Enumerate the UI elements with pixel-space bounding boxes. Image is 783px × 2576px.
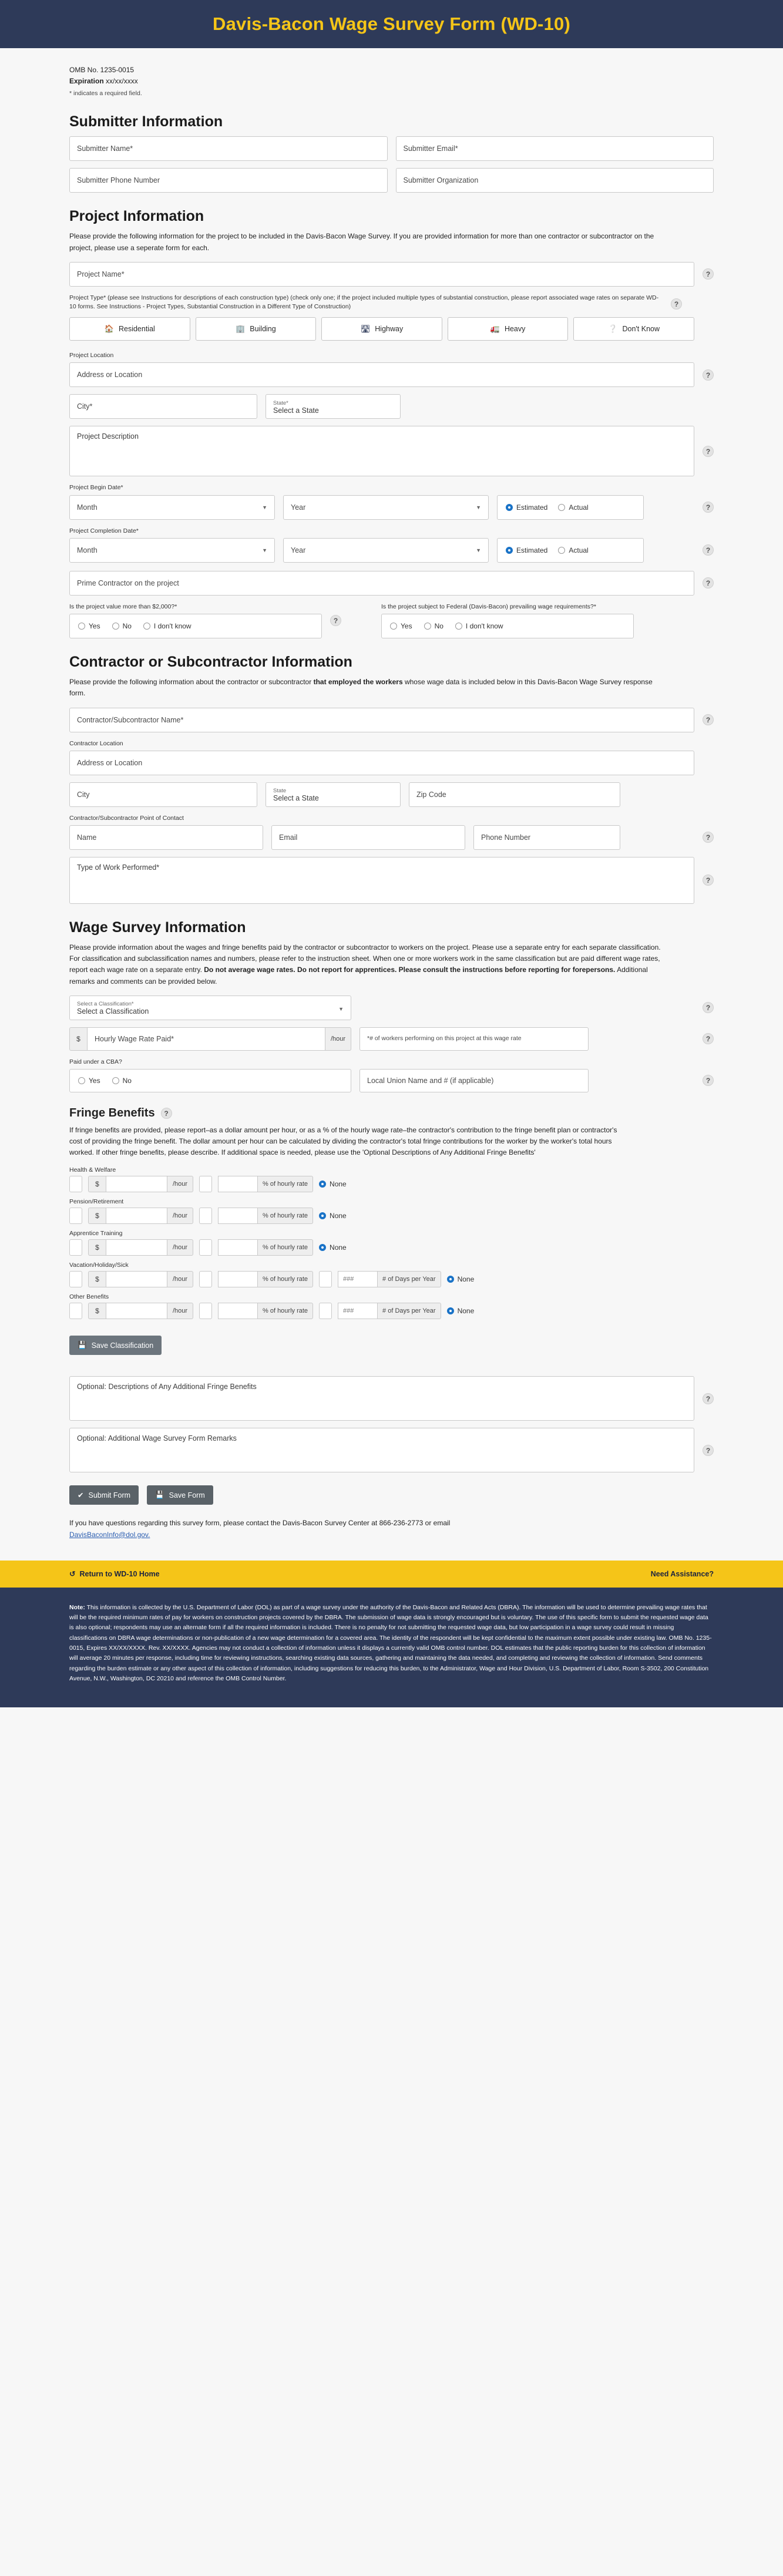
page-title: Davis-Bacon Wage Survey Form (WD-10) [213, 14, 570, 34]
project-type-building-label: Building [250, 325, 276, 334]
contractor-lead [69, 677, 663, 699]
project-completion-est-actual [497, 538, 644, 563]
project-completion-label: Project Completion Date* [69, 527, 139, 534]
fringe-row-3-none[interactable] [447, 1275, 475, 1283]
wage-classification-value: Select a Classification [77, 1007, 149, 1016]
omb-block [69, 65, 714, 98]
contractor-heading: Contractor or Subcontractor Information [69, 654, 352, 671]
cba-row [69, 1069, 714, 1092]
wage-workers-placeholder: *# of workers performing on this project at this wage rate [367, 1034, 522, 1042]
project-type-building[interactable] [196, 317, 317, 341]
radio-dot [112, 1077, 119, 1084]
contact-text: If you have questions regarding this survey form, please contact the Davis-Bacon Survey Center at 866-236-2773 or email [69, 1519, 451, 1528]
fringe-row-2-dollar-group [88, 1239, 193, 1256]
contractor-poc-phone-input[interactable] [473, 825, 620, 850]
save-icon: 💾 [155, 1491, 164, 1499]
project-begin-estimated-label: Estimated [516, 503, 548, 512]
dollar-icon: $ [88, 1176, 106, 1192]
submitter-organization-input[interactable] [396, 168, 714, 193]
fringe-row-2-dollar-input[interactable] [106, 1239, 167, 1256]
dollar-icon: $ [88, 1271, 106, 1287]
fringe-row-4-pct-group [218, 1303, 313, 1319]
dollar-icon: $ [69, 1027, 87, 1051]
question-icon: ❔ [608, 324, 618, 334]
contractor-address-placeholder: Address or Location [77, 758, 143, 767]
contractor-zip-input[interactable] [409, 782, 620, 807]
radio-dot [319, 1181, 326, 1188]
contractor-poc-phone-placeholder: Phone Number [481, 833, 531, 842]
prime-contractor-row [69, 571, 714, 596]
contractor-name-input[interactable] [69, 708, 694, 732]
fringe-row-3-pct-group [218, 1271, 313, 1287]
fringe-row-4-days-checkbox[interactable] [319, 1303, 332, 1319]
optional-fringe-placeholder: Optional: Descriptions of Any Additional Fringe Benefits [77, 1383, 257, 1391]
fringe-row-2-none-label: None [330, 1243, 347, 1252]
cba-yes[interactable] [78, 1077, 100, 1085]
submitter-name-input[interactable] [69, 136, 388, 161]
contractor-poc-row [69, 825, 714, 850]
project-type-row [69, 317, 714, 344]
project-begin-actual-radio[interactable] [558, 503, 588, 512]
fringe-row-4-perhour-suffix: /hour [167, 1303, 193, 1319]
project-type-label-row [69, 294, 714, 314]
wage-rate-input[interactable] [87, 1027, 325, 1051]
radio-dot [319, 1244, 326, 1251]
project-address-input[interactable] [69, 362, 694, 387]
optional-fringe-row [69, 1376, 714, 1421]
help-icon-union[interactable]: ? [703, 1075, 714, 1086]
fringe-row-4-dollar-group [88, 1303, 193, 1319]
fringe-heading: Fringe Benefits [69, 1106, 155, 1119]
help-icon-project-location[interactable]: ? [703, 369, 714, 381]
fringe-row-4 [69, 1303, 714, 1319]
help-icon-project-value[interactable]: ? [330, 615, 341, 626]
contractor-state-mini-label: State [273, 788, 287, 795]
fringe-row-0-pct-input[interactable] [218, 1176, 258, 1192]
radio-dot [447, 1307, 454, 1314]
help-icon-contractor-work[interactable]: ? [703, 875, 714, 886]
omb-expiration-label: Expiration [69, 76, 104, 85]
submitter-heading: Submitter Information [69, 113, 223, 130]
radio-dot [143, 623, 150, 630]
union-name-placeholder: Local Union Name and # (if applicable) [367, 1076, 494, 1085]
optional-fringe-textarea[interactable] [69, 1376, 694, 1421]
project-type-dontknow[interactable] [573, 317, 694, 341]
fringe-row-3-pct-checkbox[interactable] [199, 1271, 212, 1287]
help-icon-contractor-name[interactable]: ? [703, 714, 714, 725]
help-icon-project-begin[interactable]: ? [703, 502, 714, 513]
fringe-row-2-pct-checkbox[interactable] [199, 1239, 212, 1256]
dollar-icon: $ [88, 1303, 106, 1319]
project-type-heavy-label: Heavy [504, 325, 526, 334]
wage-lead-2: Additional remarks and comments can be provided below. [69, 966, 648, 986]
fringe-row-2 [69, 1239, 714, 1256]
cba-no[interactable] [112, 1077, 132, 1085]
project-federal-dontknow-label: I don't know [465, 622, 503, 631]
contractor-name-placeholder: Contractor/Subcontractor Name* [77, 715, 184, 724]
submitter-name-placeholder: Submitter Name* [77, 144, 133, 153]
contractor-poc-name-input[interactable] [69, 825, 263, 850]
project-federal-yes[interactable] [390, 622, 412, 630]
radio-dot [506, 547, 513, 554]
submitter-email-input[interactable] [396, 136, 714, 161]
project-state-select[interactable] [266, 394, 401, 419]
contractor-city-placeholder: City [77, 790, 90, 799]
return-home-link[interactable] [69, 1569, 160, 1578]
contractor-city-input[interactable] [69, 782, 257, 807]
fringe-row-3-days-group [338, 1271, 441, 1287]
help-icon-wage-rate[interactable]: ? [703, 1033, 714, 1044]
fringe-row-3-days-suffix: # of Days per Year [378, 1271, 441, 1287]
radio-dot [506, 504, 513, 511]
project-city-input[interactable] [69, 394, 257, 419]
prime-contractor-input[interactable] [69, 571, 694, 596]
project-federal-dontknow[interactable] [455, 622, 503, 630]
help-icon-prime-contractor[interactable]: ? [703, 577, 714, 588]
project-federal-question-label: Is the project subject to Federal (Davis-Bacon) prevailing wage requirements?* [381, 603, 596, 610]
help-icon-project-completion[interactable]: ? [703, 544, 714, 556]
contractor-address-row [69, 751, 714, 775]
project-description-placeholder: Project Description [77, 432, 139, 441]
project-completion-row [69, 538, 714, 563]
fringe-row-1-dollar-input[interactable] [106, 1208, 167, 1224]
project-value-no-label: No [122, 622, 132, 631]
legal-body: This information is collected by the U.S. Department of Labor (DOL) as part of a wage survey under the authority of the Davis-Bacon and Related Acts (DBRA). The information will be used to determine prevailing wage rates that will be the required minimum rates of pay for workers on construction projects covered by the DBRA. The submission of wage data is strongly encouraged but is voluntary. The use of this specific form to submit the requested wage data is also optional; respondents may use an alternate form if all the required information is included. There is no penalty for not submitting the requested wage data, but low participation in a wage survey could result in missing classifications on DBRA wage determinations or non-publication of a new wage determination for a covered area. The identity of the respondent will be kept confidential to the maximum extent possible under existing law. OMB No. 1235-0015, Expires XX/XX/XXXX. Rev. XX/XXXX. Agencies may not conduct a collection of information unless it displays a currently valid OMB control number. DOL estimates that the public reporting burden for this collection of information will average 20 minutes per response, including time for reviewing instructions, searching existing data sources, gathering and maintaining the data needed, and completing and reviewing the collection of information. Send comments regarding the burden estimate or any other aspect of this collection of information, including suggestions for reducing this burden, to the Administrator, Wage and Hour Division, U.S. Department of Labor, Room S-3502, 200 Constitution Avenue, N.W., Washington, DC 20210 and reference the OMB Control Number. [69, 1603, 712, 1683]
fringe-row-0 [69, 1176, 714, 1192]
fringe-row-3 [69, 1271, 714, 1287]
return-home-label: Return to WD-10 Home [79, 1569, 160, 1578]
project-type-highway-label: Highway [375, 325, 404, 334]
fringe-row-3-days-input[interactable]: ### [338, 1271, 378, 1287]
submit-form-label: Submit Form [88, 1491, 131, 1499]
contractor-work-textarea[interactable] [69, 857, 694, 904]
project-address-placeholder: Address or Location [77, 371, 143, 379]
save-form-label: Save Form [169, 1491, 205, 1499]
dollar-icon: $ [88, 1239, 106, 1256]
fringe-row-1-none-label: None [330, 1212, 347, 1220]
help-icon-project-type[interactable]: ? [671, 298, 682, 310]
help-icon-optional-remarks[interactable]: ? [703, 1445, 714, 1456]
home-icon: 🏠 [104, 324, 114, 334]
chevron-down-icon: ▼ [338, 1005, 344, 1012]
project-location-label: Project Location [69, 352, 114, 359]
fringe-row-0-pct-checkbox[interactable] [199, 1176, 212, 1192]
project-type-label: Project Type* (please see Instructions for descriptions of each construction type) (check only one; if the project included multiple types of substantial construction, please report associated wage rates on separate WD-10 forms. See Instructions - Project Types, Substantial Construction in a Different Type of Construction) [69, 294, 659, 311]
contractor-lead-b: that employed the workers [313, 678, 403, 687]
contractor-name-row [69, 708, 714, 732]
fringe-row-0-pct-suffix: % of hourly rate [258, 1176, 313, 1192]
save-form-button[interactable] [147, 1485, 213, 1505]
project-state-mini-label: State* [273, 399, 288, 406]
project-type-buttons [69, 317, 694, 341]
project-value-dontknow[interactable] [143, 622, 191, 630]
fringe-row-1-pct-checkbox[interactable] [199, 1208, 212, 1224]
cba-yes-label: Yes [89, 1076, 100, 1085]
help-icon-contractor-poc[interactable]: ? [703, 832, 714, 843]
bottom-gold-bar [0, 1561, 783, 1588]
fringe-row-1-pct-group [218, 1208, 313, 1224]
cba-label: Paid under a CBA? [69, 1058, 122, 1065]
fringe-row-4-none[interactable] [447, 1307, 475, 1315]
fringe-row-1-dollar-group [88, 1208, 193, 1224]
fringe-row-2-pct-suffix: % of hourly rate [258, 1239, 313, 1256]
project-type-dontknow-label: Don't Know [622, 325, 660, 334]
chevron-down-icon: ▼ [476, 547, 481, 553]
fringe-row-1-dollar-checkbox[interactable] [69, 1208, 82, 1224]
fringe-row-0-dollar-checkbox[interactable] [69, 1176, 82, 1192]
union-name-input[interactable] [359, 1069, 589, 1092]
submitter-row-2 [69, 168, 714, 193]
project-begin-row [69, 495, 714, 520]
project-begin-month-value: Month [77, 503, 98, 512]
fringe-row-3-dollar-checkbox[interactable] [69, 1271, 82, 1287]
fringe-row-4-dollar-input[interactable] [106, 1303, 167, 1319]
legal-footer [0, 1588, 783, 1708]
project-value-yes[interactable] [78, 622, 100, 630]
project-begin-est-actual [497, 495, 644, 520]
project-completion-actual-label: Actual [569, 546, 589, 554]
project-lead: Please provide the following information for the project to be included in the Davis-Bacon Wage Survey. If you are provided information for more than one contractor or subcontractor on the project, please use a seperate form for each. [69, 232, 654, 252]
project-address-row [69, 362, 714, 387]
fringe-row-2-pct-input[interactable] [218, 1239, 258, 1256]
fringe-row-3-perhour-suffix: /hour [167, 1271, 193, 1287]
fringe-row-4-days-group [338, 1303, 441, 1319]
fringe-row-4-pct-input[interactable] [218, 1303, 258, 1319]
omb-number: OMB No. 1235-0015 [69, 66, 135, 74]
project-name-row [69, 262, 714, 287]
project-federal-no[interactable] [424, 622, 443, 630]
fringe-row-0-perhour-suffix: /hour [167, 1176, 193, 1192]
radio-dot [112, 623, 119, 630]
project-questions-row [69, 603, 714, 638]
need-assistance-link[interactable] [651, 1570, 714, 1578]
contractor-poc-email-input[interactable] [271, 825, 465, 850]
optional-remarks-row [69, 1428, 714, 1472]
building-icon: 🏢 [236, 324, 246, 334]
radio-dot [78, 623, 85, 630]
contractor-address-input[interactable] [69, 751, 694, 775]
save-classification-button[interactable] [69, 1336, 162, 1355]
fringe-row-4-pct-suffix: % of hourly rate [258, 1303, 313, 1319]
form-actions [69, 1485, 714, 1505]
fringe-row-1-pct-input[interactable] [218, 1208, 258, 1224]
wage-classification-select[interactable] [69, 996, 351, 1020]
fringe-row-2-pct-group [218, 1239, 313, 1256]
project-value-question-label: Is the project value more than $2,000?* [69, 603, 177, 610]
project-begin-year-value: Year [291, 503, 306, 512]
wage-classification-row [69, 996, 714, 1020]
fringe-row-2-label: Apprentice Training [69, 1230, 123, 1237]
wage-heading: Wage Survey Information [69, 919, 246, 936]
project-type-heavy[interactable] [448, 317, 569, 341]
radio-dot [78, 1077, 85, 1084]
omb-expiration [69, 76, 714, 87]
wage-rate-suffix: /hour [325, 1027, 351, 1051]
fringe-row-4-days-input[interactable]: ### [338, 1303, 378, 1319]
project-begin-estimated-radio[interactable] [506, 503, 547, 512]
fringe-row-1-label: Pension/Retirement [69, 1198, 124, 1206]
refresh-icon: ↺ [69, 1570, 76, 1579]
fringe-row-3-none-label: None [457, 1275, 475, 1284]
fringe-row-2-dollar-checkbox[interactable] [69, 1239, 82, 1256]
dollar-icon: $ [88, 1208, 106, 1224]
wage-lead-1: Please provide information about the wages and fringe benefits paid by the contractor or subcontractor to workers on the project. Please use a separate entry for each separate classification. For classification and subclassification names and numbers, please refer to the instruction sheet. When one or more workers work in the same classification but are paid different wage rates, report each wage rate on a separate entry. [69, 943, 661, 974]
contractor-lead-a: Please provide the following information about the contractor or subcontractor [69, 678, 314, 687]
cba-no-label: No [122, 1076, 132, 1085]
heavy-icon: 🚛 [490, 324, 500, 334]
help-icon-project-description[interactable]: ? [703, 446, 714, 457]
radio-dot [390, 623, 397, 630]
project-begin-label: Project Begin Date* [69, 484, 123, 492]
prime-contractor-placeholder: Prime Contractor on the project [77, 579, 179, 587]
project-type-residential[interactable] [69, 317, 190, 341]
save-icon: 💾 [78, 1341, 87, 1350]
contractor-state-select[interactable] [266, 782, 401, 807]
project-state-value: Select a State [273, 406, 319, 415]
optional-remarks-textarea[interactable] [69, 1428, 694, 1472]
fringe-row-4-label: Other Benefits [69, 1293, 109, 1301]
fringe-lead: If fringe benefits are provided, please report–as a dollar amount per hour, or as a % of the hourly wage rate–the contractor's contribution to the fringe benefit plan or contractor's cost of providing the fringe benefit. The dollar amount per hour can be calculated by dividing the contractor's total fringe contributions for the worker by the worker's total hours worked. If other fringe benefits, please describe. If additional space is needed, please use the 'Optional Descriptions of Any Additional Fringe Benefits' [69, 1125, 617, 1157]
fringe-row-3-pct-suffix: % of hourly rate [258, 1271, 313, 1287]
fringe-heading-row [69, 1107, 714, 1120]
wage-workers-input[interactable] [359, 1027, 589, 1051]
contact-email-link[interactable]: DavisBaconInfo@dol.gov. [69, 1530, 150, 1539]
project-value-dontknow-label: I don't know [153, 622, 191, 631]
contractor-lead-c: whose wage data is included below in this Davis-Bacon Wage Survey response form. [69, 678, 653, 698]
chevron-down-icon: ▼ [262, 547, 267, 553]
project-completion-year-value: Year [291, 546, 306, 554]
form-content [0, 48, 783, 1541]
wage-rate-placeholder: Hourly Wage Rate Paid* [95, 1034, 174, 1043]
contractor-poc-label: Contractor/Subcontractor Point of Contact [69, 814, 184, 822]
fringe-row-0-none[interactable] [319, 1180, 347, 1188]
fringe-row-0-label: Health & Welfare [69, 1166, 116, 1174]
cba-radios [69, 1069, 351, 1092]
need-assistance-label: Need Assistance? [650, 1569, 714, 1578]
optional-remarks-placeholder: Optional: Additional Wage Survey Form Remarks [77, 1434, 237, 1443]
contractor-city-state-zip-row [69, 782, 714, 807]
project-federal-no-label: No [434, 622, 443, 631]
project-completion-actual-radio[interactable] [558, 546, 588, 554]
contractor-zip-placeholder: Zip Code [416, 790, 446, 799]
help-icon-fringe[interactable]: ? [161, 1108, 172, 1119]
contractor-work-placeholder: Type of Work Performed* [77, 863, 160, 872]
contractor-poc-email-placeholder: Email [279, 833, 298, 842]
required-note: * indicates a required field. [69, 90, 142, 97]
submitter-row-1 [69, 136, 714, 161]
contractor-poc-name-placeholder: Name [77, 833, 97, 842]
fringe-row-0-none-label: None [330, 1180, 347, 1189]
project-completion-year-select[interactable] [283, 538, 489, 563]
fringe-row-1-perhour-suffix: /hour [167, 1208, 193, 1224]
fringe-row-0-pct-group [218, 1176, 313, 1192]
project-federal-radios [381, 614, 634, 638]
contractor-state-value: Select a State [273, 794, 319, 803]
wage-lead [69, 942, 663, 987]
project-begin-year-select[interactable] [283, 495, 489, 520]
save-classification-label: Save Classification [91, 1341, 154, 1350]
contractor-work-row [69, 857, 714, 904]
fringe-row-3-dollar-group [88, 1271, 193, 1287]
project-type-residential-label: Residential [118, 325, 155, 334]
project-value-no[interactable] [112, 622, 132, 630]
project-value-yes-label: Yes [89, 622, 100, 631]
fringe-row-3-pct-input[interactable] [218, 1271, 258, 1287]
radio-dot [558, 547, 565, 554]
fringe-row-4-days-suffix: # of Days per Year [378, 1303, 441, 1319]
wage-classification-mini-label: Select a Classification* [77, 1000, 134, 1007]
project-federal-yes-label: Yes [401, 622, 412, 631]
fringe-row-4-dollar-checkbox[interactable] [69, 1303, 82, 1319]
radio-dot [455, 623, 462, 630]
wage-lead-bold: Do not average wage rates. Do not report for apprentices. Please consult the instructions before reporting for forepersons. [204, 966, 616, 974]
fringe-row-3-days-checkbox[interactable] [319, 1271, 332, 1287]
radio-dot [558, 504, 565, 511]
project-heading: Project Information [69, 208, 204, 225]
wage-rate-row [69, 1027, 714, 1051]
submitter-phone-placeholder: Submitter Phone Number [77, 176, 160, 185]
help-icon-project-name[interactable]: ? [703, 268, 714, 280]
project-begin-actual-label: Actual [569, 503, 589, 512]
submitter-email-placeholder: Submitter Email* [403, 144, 458, 153]
chevron-down-icon: ▼ [262, 504, 267, 510]
wage-rate-group [69, 1027, 351, 1051]
legal-note-label: Note: [69, 1603, 85, 1611]
project-city-state-row [69, 394, 714, 419]
fringe-row-2-perhour-suffix: /hour [167, 1239, 193, 1256]
check-circle-icon: ✔ [78, 1491, 84, 1500]
project-name-placeholder: Project Name* [77, 270, 125, 278]
radio-dot [447, 1276, 454, 1283]
project-completion-month-value: Month [77, 546, 98, 554]
project-completion-estimated-radio[interactable] [506, 546, 547, 554]
highway-icon: 🛣 [360, 324, 371, 334]
fringe-row-2-none[interactable] [319, 1243, 347, 1252]
chevron-down-icon: ▼ [476, 504, 481, 510]
fringe-row-3-dollar-input[interactable] [106, 1271, 167, 1287]
project-description-row [69, 426, 714, 476]
project-type-highway[interactable] [321, 317, 442, 341]
contact-note [69, 1518, 714, 1540]
contractor-location-label: Contractor Location [69, 739, 123, 747]
fringe-row-3-label: Vacation/Holiday/Sick [69, 1262, 129, 1269]
help-icon-wage-classification[interactable]: ? [703, 1002, 714, 1013]
project-name-input[interactable] [69, 262, 694, 287]
page-header [0, 0, 783, 48]
project-begin-month-select[interactable] [69, 495, 275, 520]
project-city-placeholder: City* [77, 402, 93, 411]
project-completion-month-select[interactable] [69, 538, 275, 563]
help-icon-optional-fringe[interactable]: ? [703, 1393, 714, 1404]
fringe-row-1-none[interactable] [319, 1212, 347, 1220]
project-description-textarea[interactable] [69, 426, 694, 476]
fringe-row-4-none-label: None [457, 1307, 475, 1316]
submitter-phone-input[interactable] [69, 168, 388, 193]
omb-expiration-value: xx/xx/xxxx [106, 76, 138, 85]
submitter-organization-placeholder: Submitter Organization [403, 176, 479, 185]
fringe-row-0-dollar-input[interactable] [106, 1176, 167, 1192]
fringe-row-1 [69, 1208, 714, 1224]
fringe-row-4-pct-checkbox[interactable] [199, 1303, 212, 1319]
radio-dot [319, 1212, 326, 1219]
radio-dot [424, 623, 431, 630]
fringe-row-1-pct-suffix: % of hourly rate [258, 1208, 313, 1224]
submit-form-button[interactable] [69, 1485, 139, 1505]
project-value-radios [69, 614, 322, 638]
fringe-row-0-dollar-group [88, 1176, 193, 1192]
project-completion-estimated-label: Estimated [516, 546, 548, 554]
